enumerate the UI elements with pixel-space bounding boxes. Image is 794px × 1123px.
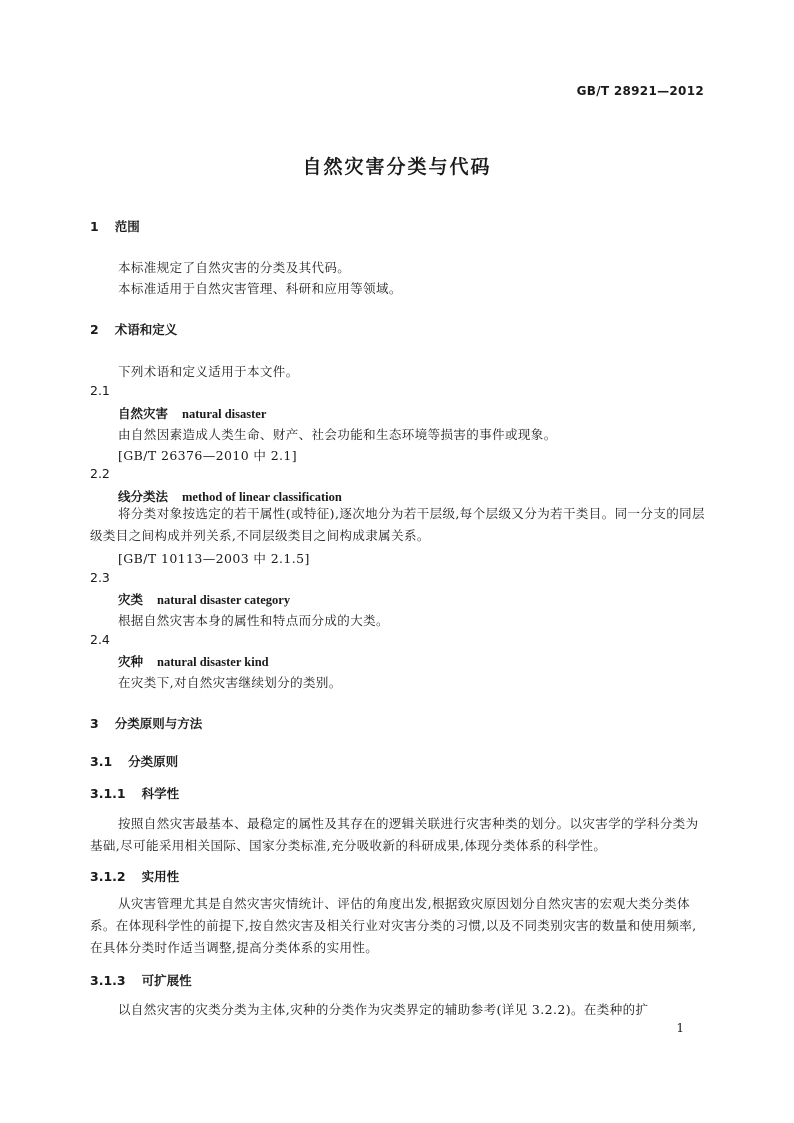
section-3-1-1-title: 科学性 — [141, 786, 180, 801]
section-3-1-heading — [90, 752, 178, 770]
section-3-1-1-heading — [90, 784, 179, 802]
section-3-1-1-text: 按照自然灾害最基本、最稳定的属性及其存在的逻辑关联进行灾害种类的划分。以灾害学的学科分类为基础,尽可能采用相关国际、国家分类标准,充分吸收新的科研成果,体现分类体系的科学性。 — [90, 816, 699, 853]
term-2-1-reference: [GB/T 26376—2010 中 2.1] — [118, 448, 298, 463]
section-1-line-1: 本标准规定了自然灾害的分类及其代码。 — [118, 260, 351, 275]
section-3-1-number: 3.1 — [90, 754, 113, 769]
section-3-number: 3 — [90, 716, 99, 731]
section-3-heading — [90, 714, 202, 732]
section-1-title: 范围 — [114, 219, 140, 234]
term-2-1-en: natural disaster — [182, 407, 267, 421]
term-2-1-number: 2.1 — [90, 383, 110, 398]
section-2-heading — [90, 320, 177, 338]
term-2-4-number: 2.4 — [90, 632, 110, 647]
term-2-3-definition: 根据自然灾害本身的属性和特点而分成的大类。 — [118, 613, 389, 628]
section-3-1-3-number: 3.1.3 — [90, 973, 126, 988]
section-3-1-3-heading — [90, 971, 192, 989]
section-2-title: 术语和定义 — [114, 322, 178, 337]
term-2-2-definition: 将分类对象按选定的若干属性(或特征),逐次地分为若干层级,每个层级又分为若干类目。同一分支的同层级类目之间构成并列关系,不同层级类目之间构成隶属关系。 — [90, 506, 705, 543]
section-3-1-2-heading — [90, 867, 179, 885]
term-2-1 — [118, 404, 266, 422]
section-1-number: 1 — [90, 219, 99, 234]
term-2-2-number: 2.2 — [90, 466, 110, 481]
term-2-4-definition: 在灾类下,对自然灾害继续划分的类别。 — [118, 675, 342, 690]
section-3-1-2-number: 3.1.2 — [90, 869, 126, 884]
term-2-3-en: natural disaster category — [157, 593, 291, 607]
section-2-intro: 下列术语和定义适用于本文件。 — [118, 364, 299, 379]
term-2-3 — [118, 590, 290, 608]
section-3-1-3-title: 可扩展性 — [141, 973, 192, 988]
standard-number: GB/T 28921—2012 — [576, 84, 704, 98]
page-number: 1 — [676, 1021, 684, 1035]
section-3-title: 分类原则与方法 — [114, 716, 203, 731]
section-3-1-2-title: 实用性 — [141, 869, 180, 884]
section-2-number: 2 — [90, 322, 99, 337]
term-2-2-zh: 线分类法 — [118, 489, 169, 504]
term-2-4-en: natural disaster kind — [157, 655, 269, 669]
section-3-1-title: 分类原则 — [128, 754, 179, 769]
term-2-4 — [118, 652, 269, 670]
term-2-3-zh: 灾类 — [118, 592, 144, 607]
document-title: 自然灾害分类与代码 — [302, 156, 492, 178]
term-2-2-en: method of linear classification — [182, 490, 342, 504]
term-2-4-zh: 灾种 — [118, 654, 144, 669]
term-2-1-definition: 由自然因素造成人类生命、财产、社会功能和生态环境等损害的事件或现象。 — [118, 427, 557, 442]
term-2-1-zh: 自然灾害 — [118, 406, 169, 421]
section-1-line-2: 本标准适用于自然灾害管理、科研和应用等领域。 — [118, 281, 402, 296]
term-2-3-number: 2.3 — [90, 570, 110, 585]
term-2-2-reference: [GB/T 10113—2003 中 2.1.5] — [118, 551, 310, 566]
section-3-1-2-text: 从灾害管理尤其是自然灾害灾情统计、评估的角度出发,根据致灾原因划分自然灾害的宏观大类分类体系。在体现科学性的前提下,按自然灾害及相关行业对灾害分类的习惯,以及不同类别灾害的数量和使用频率,在具体分类时作适当调整,提高分类体系的实用性。 — [90, 896, 697, 955]
section-1-heading — [90, 217, 140, 235]
section-3-1-1-number: 3.1.1 — [90, 786, 126, 801]
section-3-1-3-text: 以自然灾害的灾类分类为主体,灾种的分类作为灾类界定的辅助参考(详见 3.2.2)。在类种的扩 — [118, 1002, 649, 1017]
